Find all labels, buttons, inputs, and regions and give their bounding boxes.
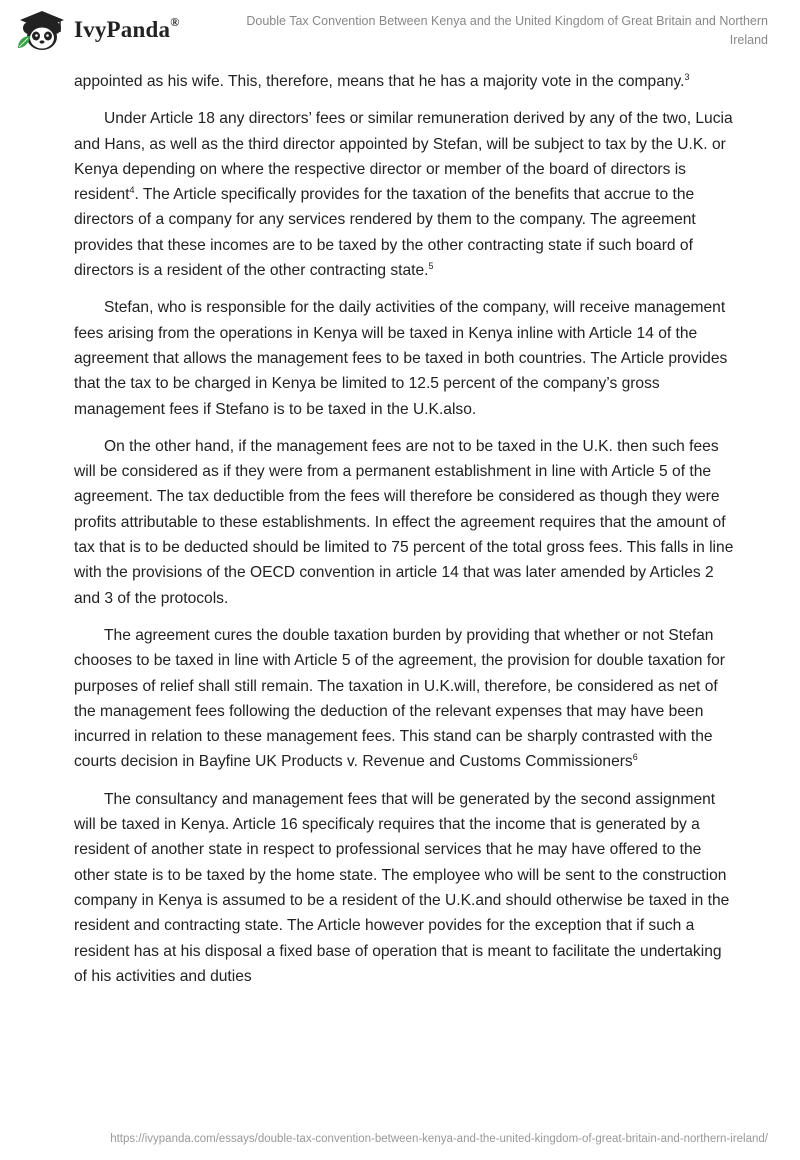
source-url[interactable]: https://ivypanda.com/essays/double-tax-convention-between-kenya-and-the-united-kingdom-of-great-britain-and-northern-ireland/ [110,1133,768,1145]
panda-icon [16,8,68,52]
paragraph-text: The consultancy and management fees that will be generated by the second assignment will be taxed in Kenya. Article 16 specificaly requires that the income that is generated by a resident of another state in respect to professional services that he may have offered to the other state is to be taxed by the home state. The employee who will be sent to the construction company in Kenya is assumed to be a resident of the U.K.and should otherwise be taxed in the resident and contracting state. The Article however povides for the exception that if such a resident has at his disposal a fixed base of operation that is meant to facilitate the undertaking of his activities and duties [74,790,730,985]
footnote-ref[interactable]: 4 [129,185,135,195]
paragraph [74,623,734,775]
paragraph [74,106,734,283]
paragraph-text: On the other hand, if the management fees are not to be taxed in the U.K. then such fees will be considered as if they were from a permanent establishment in line with Article 5 of the agreement. The tax deductible from the fees will therefore be considered as though they were profits attributable to these establishments. In effect the agreement requires that the amount of tax that is to be deducted should be limited to 75 percent of the total gross fees. This falls in line with the provisions of the OECD convention in article 14 that was later amended by Articles 2 and 3 of the protocols. [74,437,734,607]
document-body [74,69,734,1001]
paragraph [74,434,734,611]
document-title: Double Tax Convention Between Kenya and the United Kingdom of Great Britain and Northern Ireland [246,14,768,47]
paragraph [74,787,734,989]
footnote-ref[interactable]: 5 [428,260,434,271]
registered-mark: ® [170,15,180,29]
footnote-ref[interactable]: 3 [684,71,690,82]
footnote-ref[interactable]: 6 [632,752,638,763]
brand-name: IvyPanda® [74,15,180,42]
paragraph-text: appointed as his wife. This, therefore, means that he has a majority vote in the company. [74,73,685,90]
paragraph [74,295,734,421]
paragraph-text: The agreement cures the double taxation burden by providing that whether or not Stefan chooses to be taxed in line with Article 5 of the agreement, the provision for double taxation for purposes of relief shall still remain. The taxation in U.K.will, therefore, be considered as net of the management fees following the deduction of the relevant expenses that may have been incurred in relation to these management fees. This stand can be sharply contrasted with the courts decision in Bayfine UK Products v. Revenue and Customs Commissioners [74,626,725,771]
page-header [0,0,800,60]
paragraph [74,69,734,94]
paragraph-text: Under Article 18 any directors’ fees or similar remuneration derived by any of the two, Lucia and Hans, as well as the third director appointed by Stefan, will be subject to tax by the U.K. or Kenya depending on where the respective director or member of the board of directors is resident [74,110,733,204]
ivypanda-logo[interactable] [16,8,179,52]
paragraph-text: Stefan, who is responsible for the daily activities of the company, will receive management fees arising from the operations in Kenya will be taxed in Kenya inline with Article 14 of the agreement that allows the management fees to be taxed in both countries. The Article provides that the tax to be charged in Kenya be limited to 12.5 percent of the company’s gross management fees if Stefano is to be taxed in the U.K.also. [74,299,728,418]
paragraph-text: . The Article specifically provides for the taxation of the benefits that accrue to the directors of a company for any services rendered by them to the company. The agreement provides that these incomes are to be taxed by the other contracting state if such board of directors is a resident of the other contracting state. [74,186,696,280]
